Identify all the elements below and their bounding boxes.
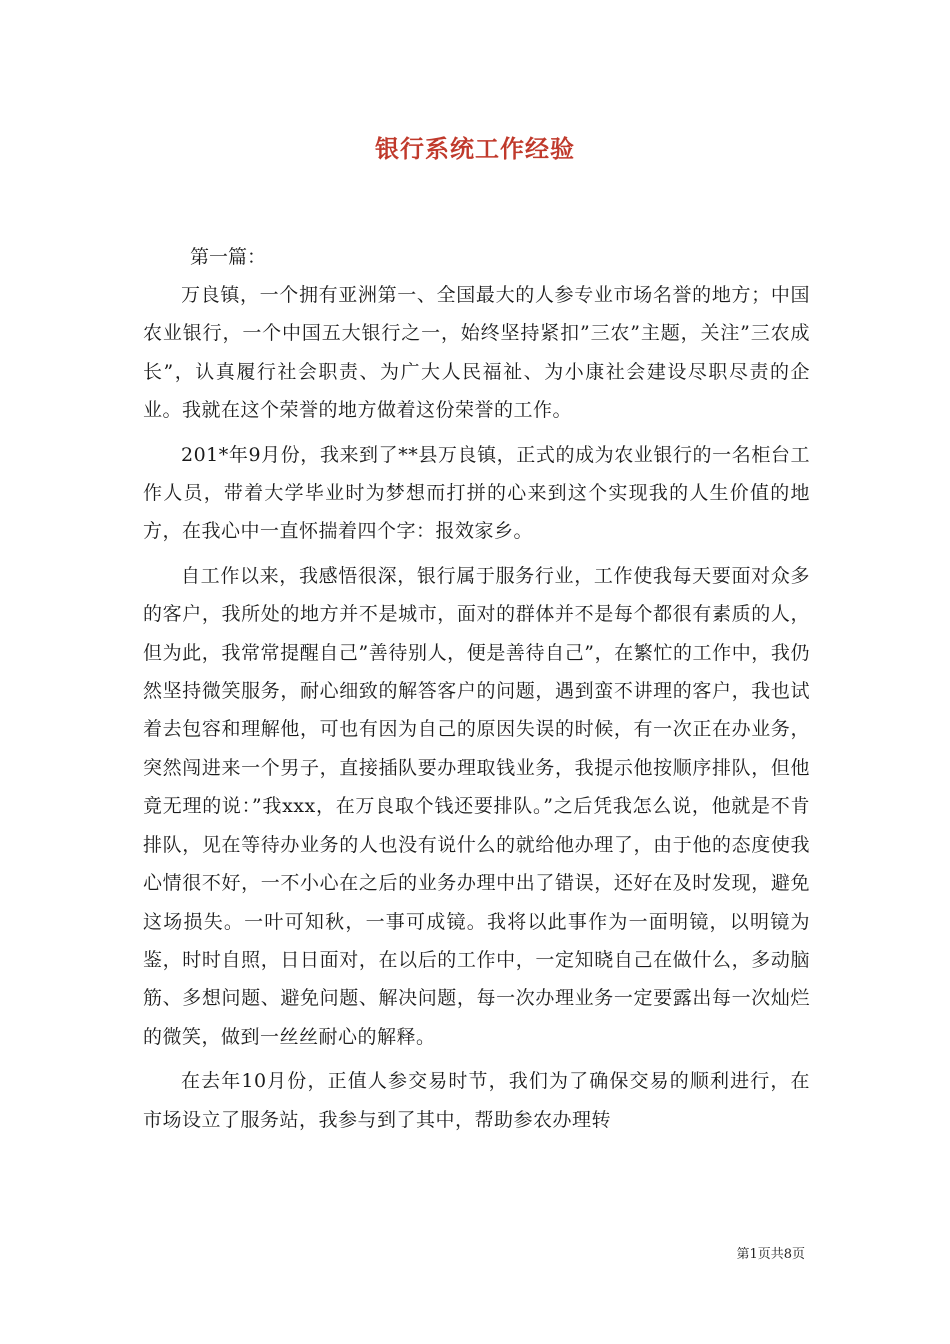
document-title: 银行系统工作经验 — [375, 134, 575, 163]
paragraph: 万良镇，一个拥有亚洲第一、全国最大的人参专业市场名誉的地方；中国农业银行，一个中国五大银行之一，始终坚持紧扣”三农”主题，关注”三农成长”，认真履行社会职责、为广大人民福祉、为小康社会建设尽职尽责的企业。我就在这个荣誉的地方做着这份荣誉的工作。 — [143, 284, 810, 422]
document-body — [143, 276, 810, 1139]
paragraph: 自工作以来，我感悟很深，银行属于服务行业，工作使我每天要面对众多的客户，我所处的地方并不是城市，面对的群体并不是每个都很有素质的人，但为此，我常常提醒自己”善待别人，便是善待自己”，在繁忙的工作中，我仍然坚持微笑服务，耐心细致的解答客户的问题，遇到蛮不讲理的客户，我也试着去包容和理解他，可也有因为自己的原因失误的时候，有一次正在办业务，突然闯进来一个男子，直接插队要办理取钱业务，我提示他按顺序排队，但他竟无理的说：”我xxx，在万良取个钱还要排队。”之后凭我怎么说，他就是不肯排队，见在等待办业务的人也没有说什么的就给他办理了，由于他的态度使我心情很不好，一不小心在之后的业务办理中出了错误，还好在及时发现，避免这场损失。一叶可知秋，一事可成镜。我将以此事作为一面明镜，以明镜为鉴，时时自照，日日面对，在以后的工作中，一定知晓自己在做什么，多动脑筋、多想问题、避免问题、解决问题，每一次办理业务一定要露出每一次灿烂的微笑，做到一丝丝耐心的解释。 — [143, 564, 810, 1048]
paragraph: 201*年9月份，我来到了**县万良镇，正式的成为农业银行的一名柜台工作人员，带着大学毕业时为梦想而打拼的心来到这个实现我的人生价值的地方，在我心中一直怀揣着四个字：报效家乡。 — [143, 443, 810, 543]
page-number: 第1页共8页 — [736, 1247, 805, 1262]
paragraph: 在去年10月份，正值人参交易时节，我们为了确保交易的顺利进行，在市场设立了服务站，我参与到了其中，帮助参农办理转 — [143, 1070, 810, 1131]
section-label: 第一篇： — [190, 246, 267, 268]
